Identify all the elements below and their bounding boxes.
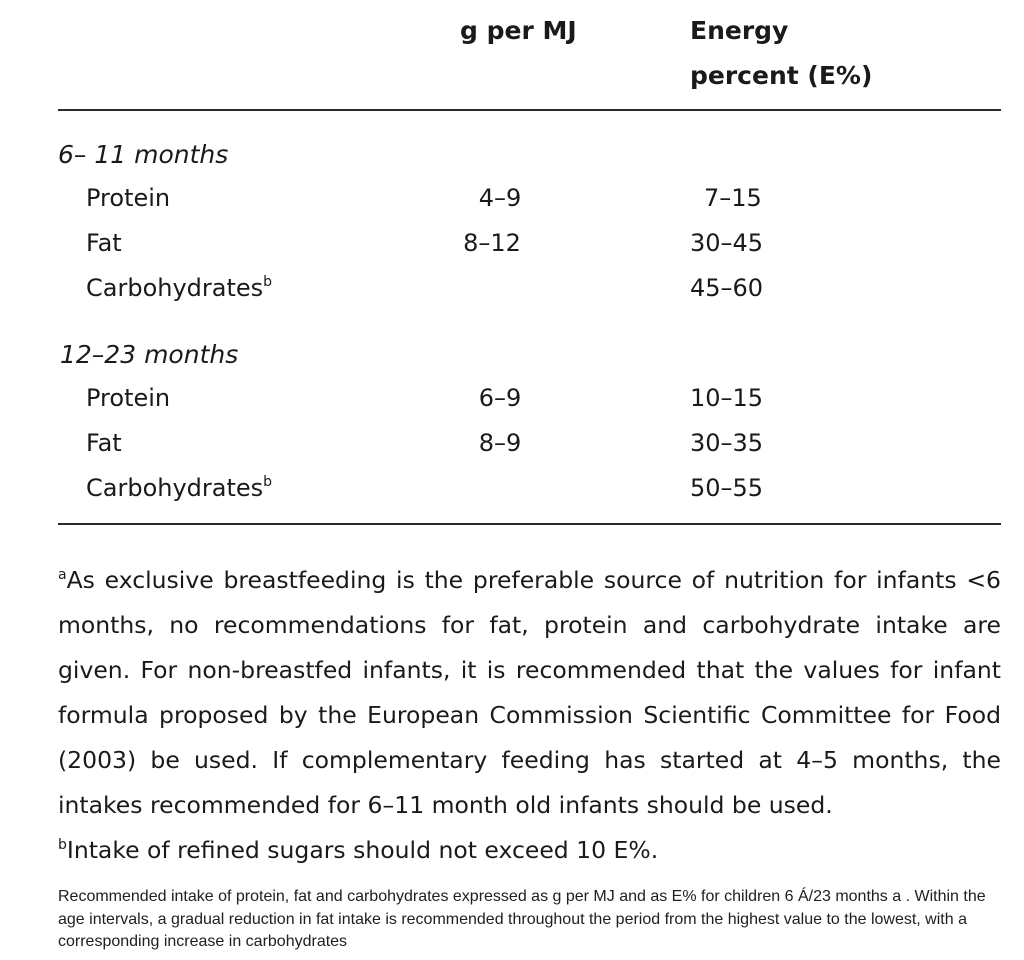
- cell-energy-percent: 30–35: [690, 429, 764, 457]
- group-label-12-23-months: 12–23 months: [60, 340, 239, 369]
- table-top-rule: [58, 109, 1001, 111]
- row-label-carbohydrates: Carbohydrates$^b$: [86, 274, 273, 302]
- footnote-b: $^b$Intake of refined sugars should not exceed 10 E%.: [58, 836, 659, 864]
- footnote-marker-b: b: [58, 837, 67, 853]
- group-label-6-11-months: 6– 11 months: [58, 140, 229, 169]
- column-header-energy-percent: percent (E%): [690, 61, 873, 90]
- cell-g-per-mj: 6–9: [478, 384, 522, 412]
- cell-g-per-mj: 8–9: [478, 429, 522, 457]
- figure-caption: Recommended intake of protein, fat and carbohydrates expressed as g per MJ and as E% for children 6 Á/23 months a . Within the age intervals, a gradual reduction in fat intake is recommended throughout the period from the highest value to the lowest, with a corresponding increase in carbohydrates: [58, 888, 986, 950]
- row-label-fat: Fat: [86, 229, 122, 257]
- row-label-protein: Protein: [86, 184, 171, 212]
- cell-energy-percent: 10–15: [690, 384, 764, 412]
- table-footnotes: [58, 558, 1001, 873]
- cell-g-per-mj: 4–9: [478, 184, 522, 212]
- row-label-protein: Protein: [86, 384, 171, 412]
- footnote-marker-a: a: [58, 567, 67, 583]
- cell-energy-percent: 7–15: [704, 184, 762, 212]
- column-header-g-per-mj: g per MJ: [460, 16, 577, 45]
- footnote-marker-b: b: [263, 474, 273, 490]
- table-bottom-rule: [58, 523, 1001, 525]
- row-label-fat: Fat: [86, 429, 122, 457]
- footnote-a: $^a$As exclusive breastfeeding is the preferable source of nutrition for infants <6 months, no recommendations for fat, protein and carbohydrate intake are given. For non-breastfed infants, it is recommended that the values for infant formula proposed by the European Commission Scientific Committee for Food (2003) be used. If complementary feeding has started at 4–5 months, the intakes recommended for 6–11 month old infants should be used.: [58, 566, 1001, 819]
- row-label-carbohydrates: Carbohydrates$^b$: [86, 474, 273, 502]
- cell-g-per-mj: 8–12: [463, 229, 521, 257]
- cell-energy-percent: 30–45: [690, 229, 764, 257]
- cell-energy-percent: 50–55: [690, 474, 764, 502]
- column-header-energy: Energy: [690, 16, 789, 45]
- footnote-marker-b: b: [263, 274, 273, 290]
- cell-energy-percent: 45–60: [690, 274, 764, 302]
